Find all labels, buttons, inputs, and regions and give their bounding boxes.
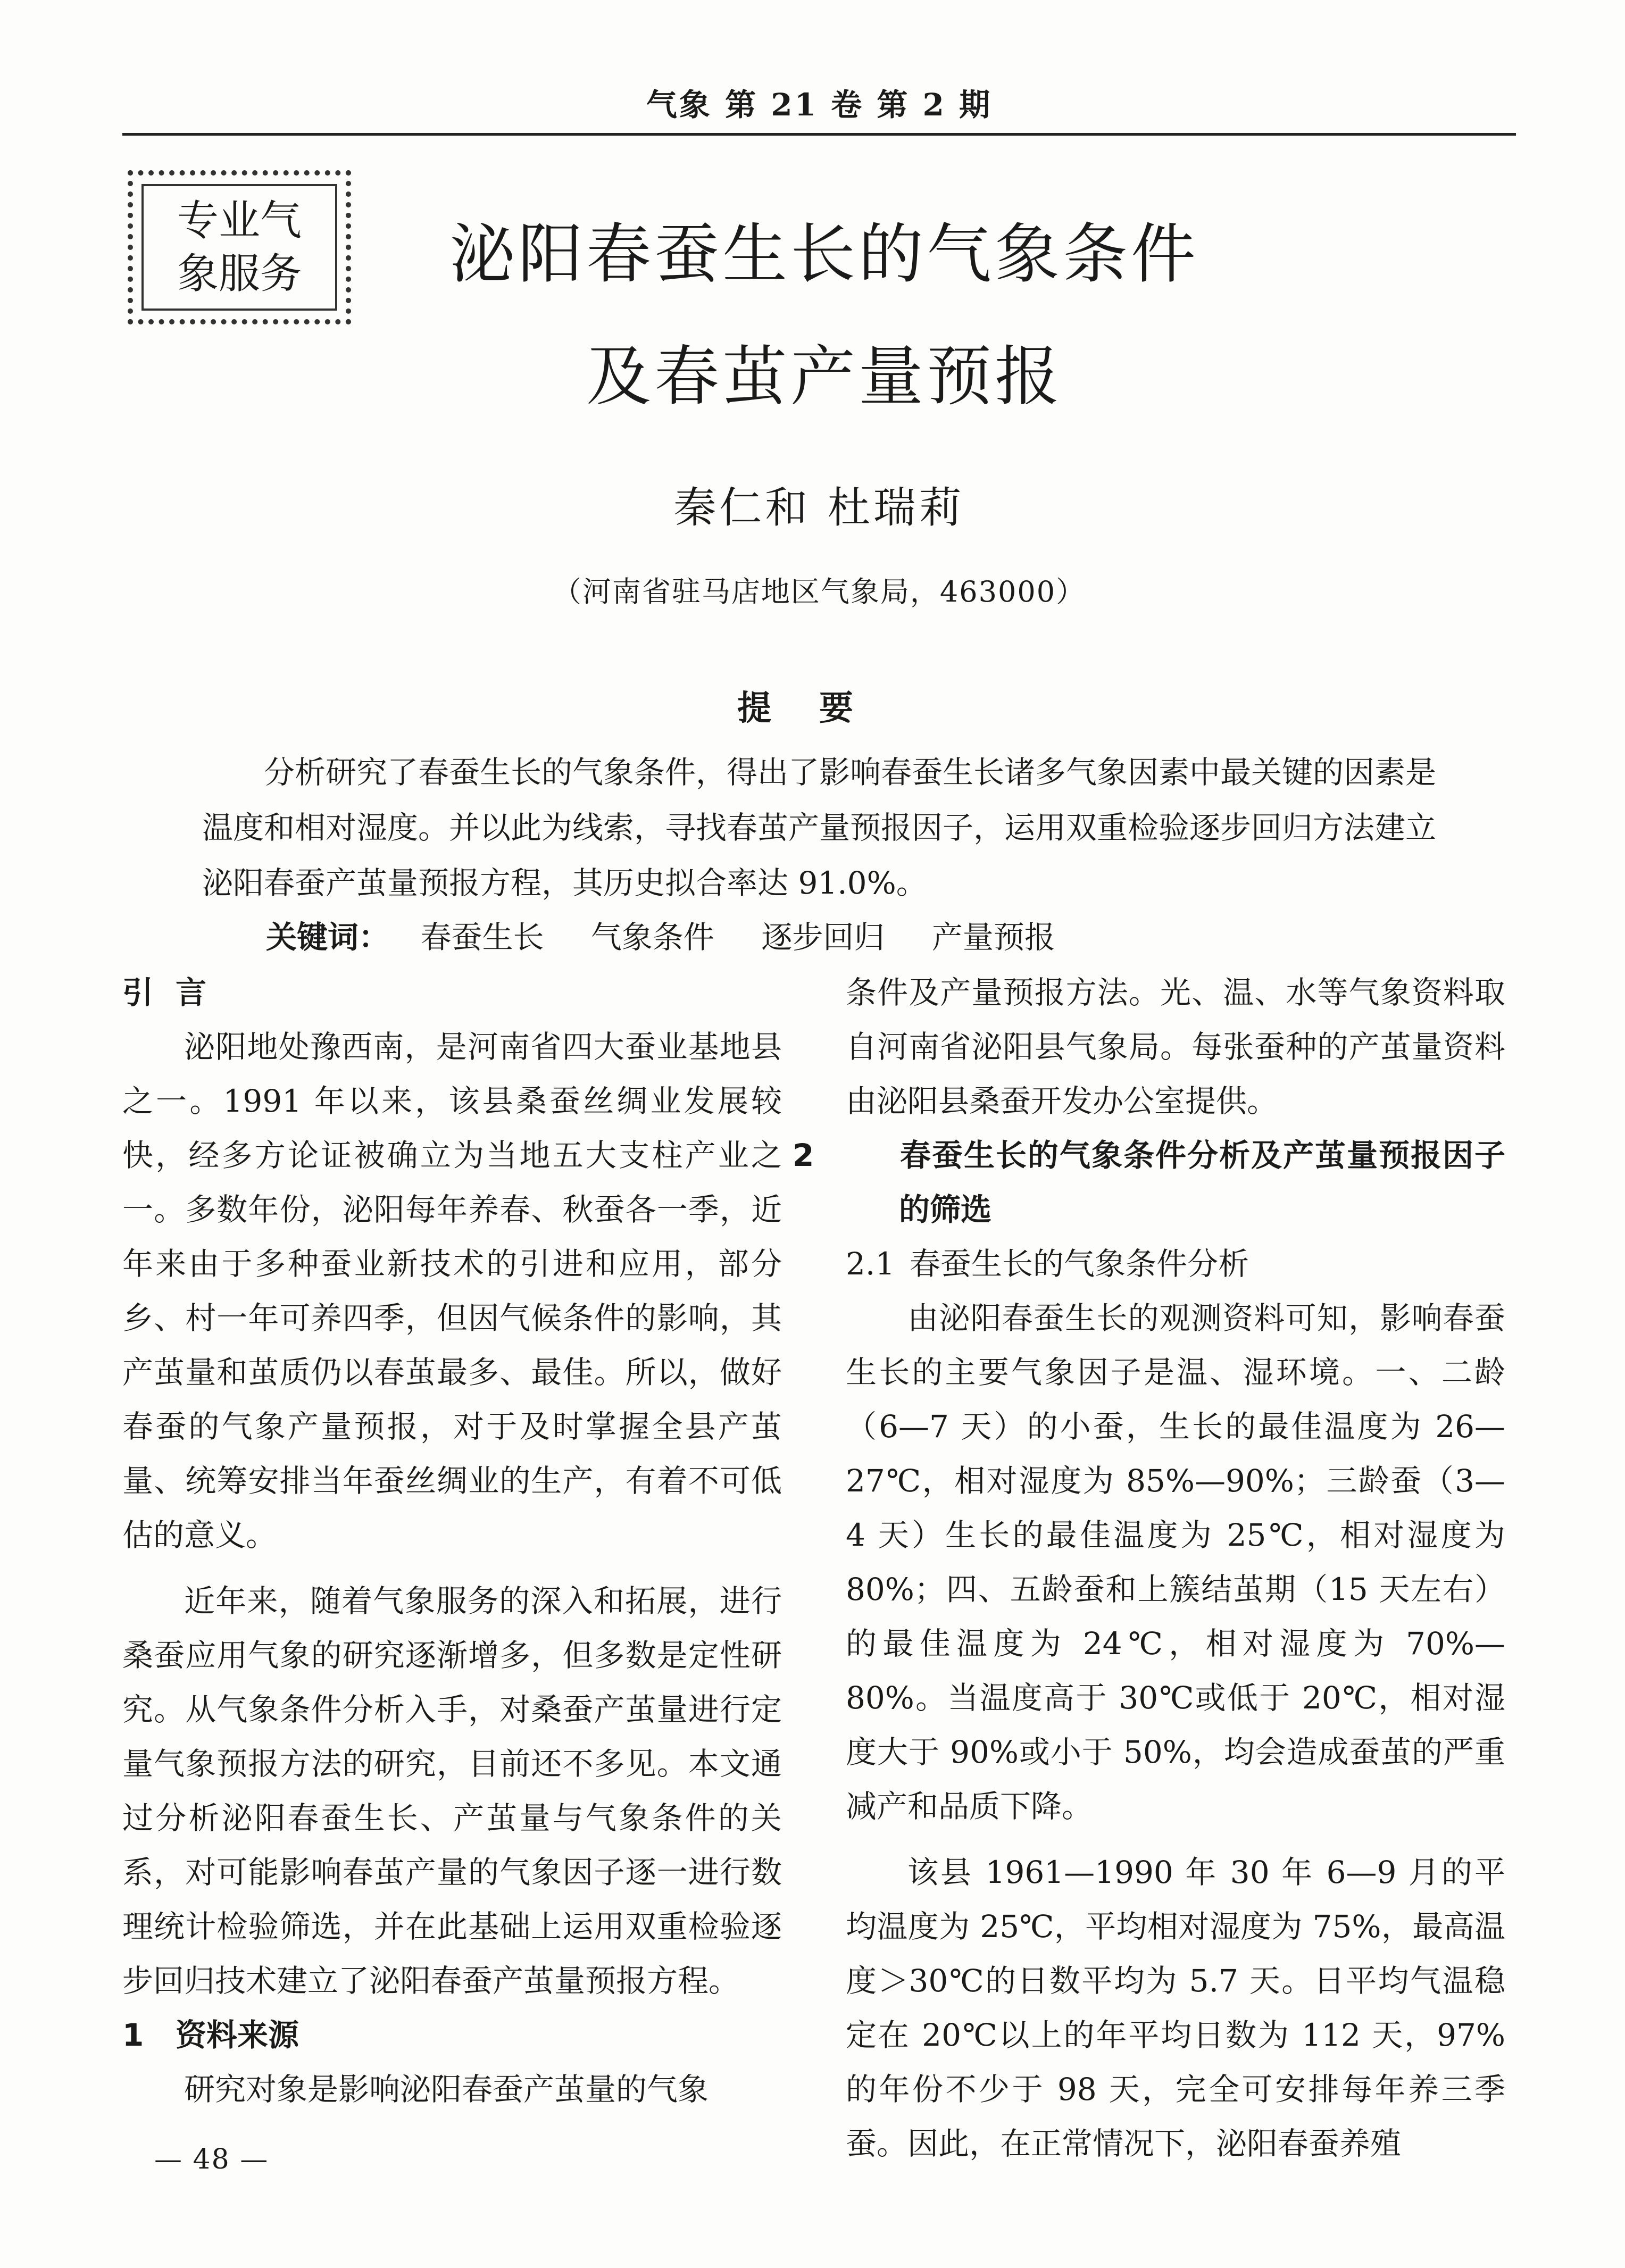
- section-heading-2: [793, 1128, 1505, 1237]
- section-number: 1: [122, 2017, 144, 2053]
- badge-line-2: 象服务: [177, 250, 302, 298]
- paragraph: 泌阳地处豫西南，是河南省四大蚕业基地县之一。1991 年以来，该县桑蚕丝绸业发展较快，经多方论证被确立为当地五大支柱产业之一。多数年份，泌阳每年养春、秋蚕各一季，近年来由于多种蚕业新技术的引进和应用，部分乡、村一年可养四季，但因气候条件的影响，其产茧量和茧质仍以春茧最多、最佳。所以，做好春蚕的气象产量预报，对于及时掌握全县产茧量、统筹安排当年蚕丝绸业的生产，有着不可低估的意义。: [122, 1029, 782, 1553]
- keyword: 逐步回归: [761, 919, 885, 955]
- keywords: [266, 912, 1436, 957]
- section-number: 引: [122, 974, 154, 1011]
- subsection-heading-2-1: [846, 1237, 1505, 1291]
- keyword: 春蚕生长: [420, 919, 544, 955]
- paragraph: 研究对象是影响泌阳春蚕产茧量的气象: [184, 2071, 709, 2107]
- abstract-heading: 提要: [737, 689, 901, 728]
- left-column: [122, 965, 782, 2116]
- badge-line-1: 专业气: [177, 197, 302, 245]
- column-badge: [128, 170, 351, 324]
- abstract-text: 分析研究了春蚕生长的气象条件，得出了影响春蚕生长诸多气象因素中最关键的因素是温度和相对湿度。并以此为线索，寻找春茧产量预报因子，运用双重检验逐步回归方法建立泌阳春蚕产茧量预报方程，其历史拟合率达 91.0%。: [202, 754, 1437, 901]
- page-number: — 48 —: [154, 2144, 269, 2175]
- section-heading-intro: [122, 965, 782, 1020]
- paragraph: 近年来，随着气象服务的深入和拓展，进行桑蚕应用气象的研究逐渐增多，但多数是定性研究。从气象条件分析入手，对桑蚕产茧量进行定量气象预报方法的研究，目前还不多见。本文通过分析泌阳春蚕生长、产茧量与气象条件的关系，对可能影响春茧产量的气象因子逐一进行数理统计检验筛选，并在此基础上运用双重检验逐步回归技术建立了泌阳春蚕产茧量预报方程。: [122, 1583, 782, 1999]
- paragraph: 由泌阳春蚕生长的观测资料可知，影响春蚕生长的主要气象因子是温、湿环境。一、二龄（6—7 天）的小蚕，生长的最佳温度为 26—27℃，相对湿度为 85%—90%；三龄蚕（3—4 天）生长的最佳温度为 25℃，相对湿度为 80%；四、五龄蚕和上簇结茧期（15 天左右）的最佳温度为 24℃，相对湿度为 70%—80%。当温度高于 30℃或低于 20℃，相对湿度大于 90%或小于 50%，均会造成蚕茧的严重减产和品质下降。: [846, 1300, 1505, 1824]
- keyword: 产量预报: [931, 919, 1055, 955]
- keyword: 气象条件: [590, 919, 714, 955]
- title-line-1: 泌阳春蚕生长的气象条件: [450, 216, 1199, 292]
- section-title: 资料来源: [176, 2017, 299, 2053]
- authors: 秦仁和 杜瑞莉: [673, 483, 965, 532]
- subsection-title: 春蚕生长的气象条件分析: [910, 1246, 1249, 1282]
- section-title: 春蚕生长的气象条件分析及产茧量预报因子的筛选: [899, 1137, 1505, 1228]
- title-line-2: 及春茧产量预报: [586, 339, 1063, 414]
- subsection-number: 2.1: [846, 1246, 895, 1282]
- paragraph: 条件及产量预报方法。光、温、水等气象资料取自河南省泌阳县气象局。每张蚕种的产茧量资料由泌阳县桑蚕开发办公室提供。: [846, 974, 1505, 1119]
- section-title: 言: [176, 974, 207, 1011]
- paragraph: 该县 1961—1990 年 30 年 6—9 月的平均温度为 25℃，平均相对湿度为 75%，最高温度＞30℃的日数平均为 5.7 天。日平均气温稳定在 20℃以上的年平均日数为 112 天，97%的年份不少于 98 天，完全可安排每年养三季蚕。因此，在正常情况下，泌阳春蚕养殖: [846, 1854, 1505, 2162]
- running-head: 气象 第 21 卷 第 2 期: [646, 87, 993, 123]
- affiliation: （河南省驻马店地区气象局，463000）: [552, 575, 1086, 608]
- section-number: 2: [793, 1137, 814, 1173]
- right-column: [793, 965, 1505, 2171]
- section-heading-1: [122, 2008, 782, 2062]
- keywords-label: 关键词：: [266, 919, 390, 955]
- header-rule: [122, 133, 1516, 136]
